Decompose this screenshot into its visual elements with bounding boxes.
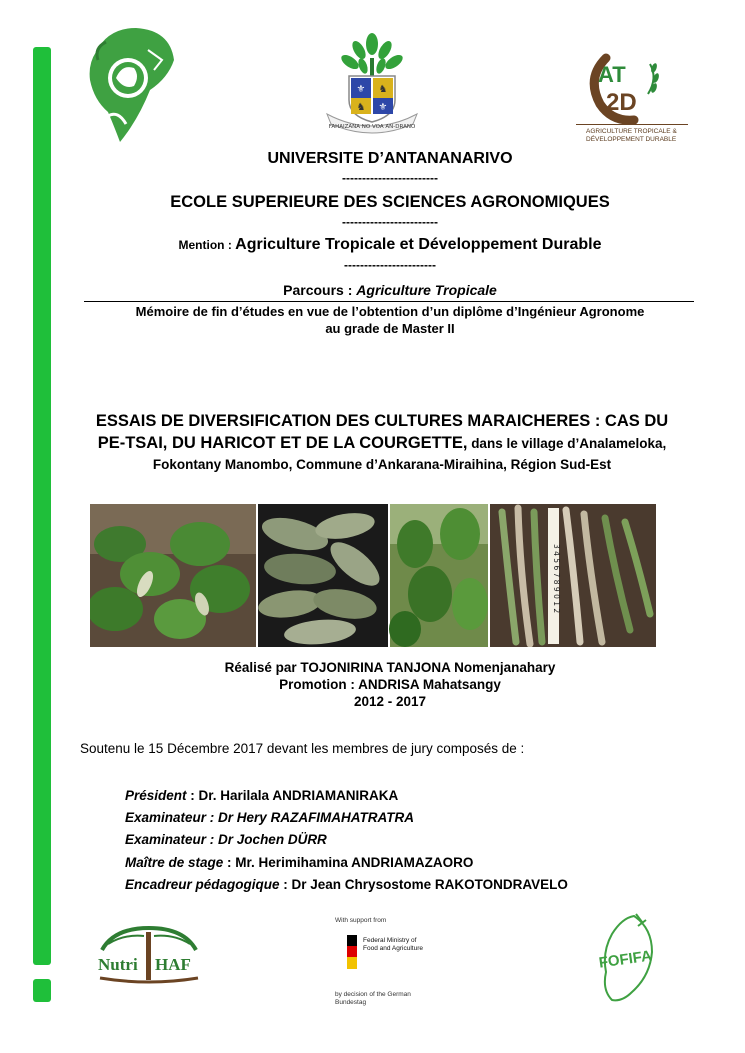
at2d-caption-line1: AGRICULTURE TROPICALE & xyxy=(586,128,677,135)
separator-2: ------------------------ xyxy=(342,215,438,229)
memoire-text xyxy=(70,303,710,337)
thesis-title-line-3: Fokontany Manombo, Commune d’Ankarana-Miraihina, Région Sud-Est xyxy=(152,457,612,472)
nutrihaf-logo xyxy=(94,922,204,987)
mention-value: Agriculture Tropicale et Développement Durable xyxy=(235,236,602,253)
defense-statement: Soutenu le 15 Décembre 2017 devant les membres de jury composés de : xyxy=(80,741,525,756)
jury-name: Dr Jean Chrysostome RAKOTONDRAVELO xyxy=(291,877,568,892)
pe-tsai-plant-photo xyxy=(389,504,488,647)
memoire-line-2: au grade de Master II xyxy=(325,321,455,336)
jury-role: Maître de stage xyxy=(125,855,224,870)
thesis-title-line-2 xyxy=(62,432,702,455)
at2d-logo xyxy=(576,38,688,150)
author-line: Réalisé par TOJONIRINA TANJONA Nomenjanahary xyxy=(224,660,556,675)
mention-label: Mention : xyxy=(178,238,236,252)
fofifa-text: FOFIFA xyxy=(597,947,653,972)
green-side-bar xyxy=(33,47,51,965)
author-block xyxy=(140,659,640,710)
bmel-support-logo xyxy=(333,917,433,1009)
parcours-line xyxy=(60,282,720,298)
jury-sep: : xyxy=(223,855,236,870)
thesis-title-line-1: ESSAIS DE DIVERSIFICATION DES CULTURES MARAICHERES : CAS DU xyxy=(95,412,669,430)
jury-name: Dr. Harilala ANDRIAMANIRAKA xyxy=(198,788,399,803)
school-name: ECOLE SUPERIEURE DES SCIENCES AGRONOMIQUES xyxy=(170,193,610,211)
jury-name: Dr Hery RAZAFIMAHATRATRA xyxy=(218,810,415,825)
crop-photos-strip xyxy=(90,504,656,647)
haf-text: HAF xyxy=(155,955,191,974)
jury-role: Encadreur pédagogique xyxy=(125,877,280,892)
support-with: With support from xyxy=(335,917,387,924)
jury-sep: : xyxy=(206,832,219,847)
zucchini-plant-photo xyxy=(90,504,256,647)
green-side-bar-small xyxy=(33,979,51,1002)
jury-sep: : xyxy=(186,788,199,803)
jury-name: Mr. Herimihamina ANDRIAMAZAORO xyxy=(235,855,474,870)
essa-logo xyxy=(78,20,183,145)
at-number: 2D xyxy=(606,89,637,116)
university-crest-logo xyxy=(313,28,431,140)
jury-member xyxy=(125,788,398,803)
nutri-text: Nutri xyxy=(98,955,138,974)
thesis-title-line-2-main: PE-TSAI, DU HARICOT ET DE LA COURGETTE, xyxy=(97,434,468,452)
support-decision: by decision of the German Bundestag xyxy=(335,991,411,1006)
years-line: 2012 - 2017 xyxy=(353,694,427,709)
at2d-caption xyxy=(586,128,690,143)
university-name: UNIVERSITE D’ANTANANARIVO xyxy=(267,150,513,167)
thesis-title-line-2-rest: dans le village d’Analameloka, xyxy=(467,436,667,451)
jury-sep: : xyxy=(206,810,219,825)
jury-member xyxy=(125,877,568,892)
svg-text:⚜: ⚜ xyxy=(378,102,388,113)
ruler-digits: 3 4 5 6 7 8 9 0 1 2 xyxy=(552,544,561,614)
promotion-line: Promotion : ANDRISA Mahatsangy xyxy=(279,677,501,692)
parcours-label: Parcours : xyxy=(283,282,357,298)
separator-1: ------------------------ xyxy=(342,171,438,185)
svg-text:♞: ♞ xyxy=(356,102,366,113)
separator-3: ----------------------- xyxy=(344,258,436,272)
jury-name: Dr Jochen DÜRR xyxy=(218,832,327,847)
parcours-value: Agriculture Tropicale xyxy=(356,282,497,298)
jury-member xyxy=(125,855,473,870)
memoire-line-1: Mémoire de fin d’études en vue de l’obtention d’un diplôme d’Ingénieur Agronome xyxy=(135,304,645,319)
svg-text:♞: ♞ xyxy=(378,84,388,95)
header-divider xyxy=(84,301,694,302)
university-motto: FAHAIZANA NO VOA AN-DRANO xyxy=(328,124,416,130)
german-eagle-flag-icon xyxy=(347,935,357,969)
jury-member xyxy=(125,810,414,825)
at-letters: AT xyxy=(598,62,626,87)
fofifa-logo xyxy=(592,912,660,1004)
svg-text:⚜: ⚜ xyxy=(356,84,366,95)
jury-sep: : xyxy=(279,877,292,892)
support-ministry: Federal Ministry of Food and Agriculture xyxy=(363,937,423,952)
jury-member xyxy=(125,832,327,847)
bean-pods-photo xyxy=(490,504,656,647)
thesis-title xyxy=(62,410,702,455)
jury-role: Examinateur xyxy=(125,832,207,847)
at2d-caption-line2: DÉVELOPPEMENT DURABLE xyxy=(586,135,677,143)
jury-role: Président xyxy=(125,788,187,803)
jury-role: Examinateur xyxy=(125,810,207,825)
mention-line xyxy=(60,236,720,254)
harvested-zucchini-photo xyxy=(257,504,388,647)
